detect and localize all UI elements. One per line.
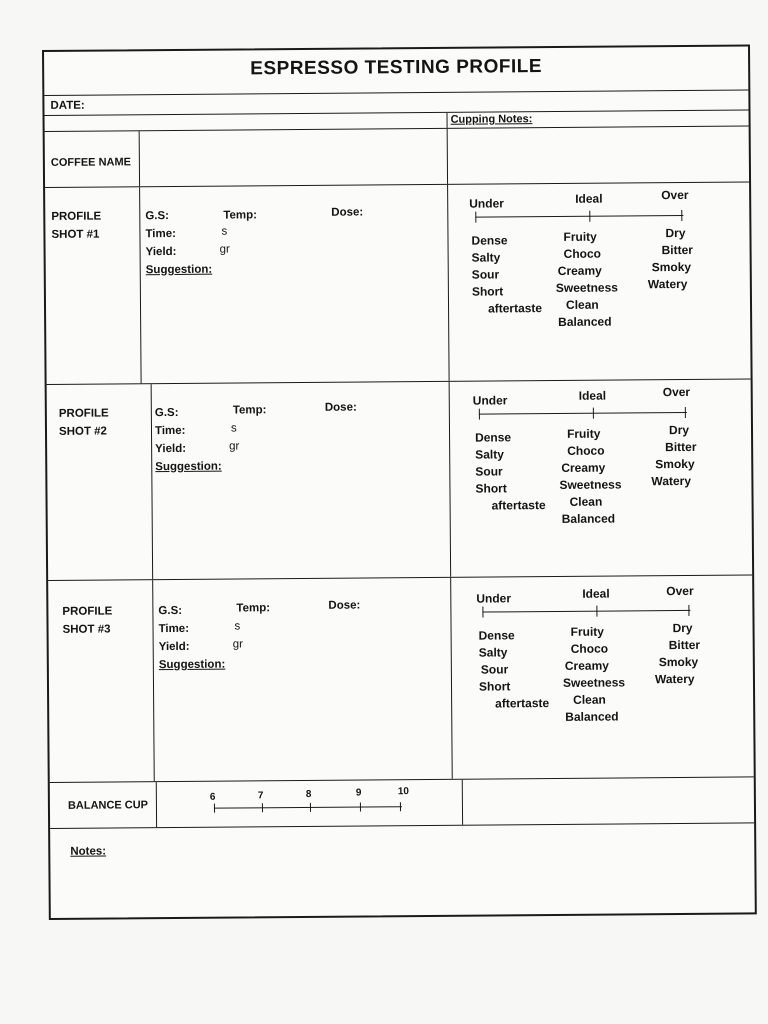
scale-ideal: Ideal (575, 191, 603, 206)
coffee-name-label: COFFEE NAME (50, 156, 131, 169)
ideal-word: Clean (569, 494, 603, 509)
espresso-testing-form (42, 44, 757, 920)
over-word: Bitter (661, 242, 693, 258)
suggestion-field[interactable]: Suggestion: (145, 263, 213, 277)
time-field[interactable]: Time: (145, 227, 176, 241)
over-word: Watery (654, 671, 695, 687)
coffee-name-row[interactable] (45, 126, 749, 188)
scale-under: Under (476, 591, 512, 606)
over-word: Bitter (668, 637, 701, 653)
ideal-word: Fruity (570, 624, 604, 639)
shot-label-line1: PROFILE (58, 407, 109, 420)
gs-field[interactable]: G.S: (145, 210, 169, 223)
under-word: aftertaste (487, 301, 543, 316)
under-word: Salty (471, 250, 501, 265)
notes-label: Notes: (70, 845, 107, 858)
ideal-word: Choco (567, 443, 605, 458)
taste-scale (447, 182, 751, 380)
yield-unit: gr (219, 243, 230, 256)
taste-scale (450, 575, 754, 778)
shot-row-1 (45, 182, 751, 385)
scale-tick (475, 212, 476, 223)
balance-value: 9 (355, 787, 362, 799)
yield-unit: gr (232, 638, 243, 651)
divider (152, 580, 155, 781)
ideal-word: Sweetness (562, 675, 626, 690)
scale-bar (475, 215, 683, 218)
under-word: Short (475, 481, 507, 496)
ideal-word: Creamy (564, 658, 609, 673)
scale-tick (479, 409, 480, 420)
scale-bar (479, 412, 687, 415)
gs-field[interactable]: G.S: (154, 406, 179, 420)
divider (156, 782, 157, 827)
yield-field[interactable]: Yield: (155, 442, 187, 456)
ideal-word: Clean (565, 297, 599, 312)
scale-tick (685, 407, 686, 418)
shot-row-2 (47, 379, 753, 581)
over-word: Watery (651, 473, 692, 489)
under-word: Dense (475, 430, 512, 445)
over-word: Smoky (651, 259, 692, 275)
ideal-word: Clean (573, 692, 606, 707)
balance-tick (360, 803, 361, 812)
suggestion-field[interactable]: Suggestion: (158, 658, 226, 672)
time-field[interactable]: Time: (158, 622, 190, 636)
ideal-word: Choco (563, 246, 602, 261)
divider (447, 113, 448, 128)
ideal-word: Balanced (565, 709, 619, 724)
time-unit: s (230, 422, 237, 435)
under-word: aftertaste (491, 498, 546, 513)
scale-ideal: Ideal (578, 388, 607, 403)
balance-scale[interactable] (210, 786, 410, 818)
balance-cup-label: BALANCE CUP (67, 799, 149, 812)
ideal-word: Fruity (563, 229, 597, 244)
notes-row[interactable] (50, 823, 755, 920)
ideal-word: Choco (570, 641, 609, 656)
date-label: DATE: (50, 99, 85, 112)
scale-tick (688, 605, 689, 616)
ideal-word: Sweetness (559, 477, 622, 492)
balance-cup-row (50, 777, 754, 829)
balance-value: 8 (305, 788, 312, 800)
divider (151, 384, 154, 579)
scale-ideal: Ideal (582, 586, 610, 601)
form-title: ESPRESSO TESTING PROFILE (250, 56, 543, 80)
scale-tick (589, 211, 590, 222)
under-word: Dense (471, 233, 508, 248)
dose-field[interactable]: Dose: (328, 599, 361, 612)
ideal-word: Creamy (561, 460, 606, 475)
balance-tick (262, 803, 263, 812)
scale-over: Over (662, 384, 691, 400)
ideal-word: Balanced (558, 314, 612, 329)
taste-scale (449, 379, 753, 576)
shot-label-line2: SHOT #2 (58, 425, 107, 438)
yield-unit: gr (229, 440, 240, 453)
scale-tick (482, 607, 483, 618)
divider (462, 780, 463, 825)
scale-over: Over (661, 187, 689, 203)
balance-tick (310, 803, 311, 812)
yield-field[interactable]: Yield: (145, 245, 177, 259)
yield-field[interactable]: Yield: (158, 640, 190, 654)
divider (447, 129, 448, 184)
ideal-word: Creamy (557, 263, 602, 278)
under-word: Sour (480, 662, 509, 677)
under-word: Sour (475, 464, 503, 479)
balance-line (214, 806, 402, 808)
over-word: Smoky (655, 456, 695, 472)
gs-field[interactable]: G.S: (158, 604, 183, 618)
divider (139, 187, 142, 383)
under-word: Salty (478, 645, 508, 660)
balance-value: 6 (209, 791, 216, 803)
dose-field[interactable]: Dose: (324, 401, 357, 414)
over-word: Watery (647, 276, 688, 292)
balance-tick (400, 802, 401, 811)
ideal-word: Fruity (566, 426, 601, 441)
scale-tick (596, 606, 597, 617)
divider (139, 131, 140, 186)
suggestion-field[interactable]: Suggestion: (155, 460, 222, 474)
scale-under: Under (469, 196, 504, 211)
title-row (44, 46, 748, 96)
shot-label-line1: PROFILE (62, 605, 113, 618)
balance-value: 10 (397, 786, 410, 798)
scale-tick (681, 210, 682, 221)
shot-label-line2: SHOT #1 (51, 228, 100, 241)
time-unit: s (221, 225, 228, 238)
shot-label-line2: SHOT #3 (62, 623, 111, 636)
over-word: Smoky (658, 654, 699, 670)
over-word: Bitter (665, 439, 697, 455)
scale-bar (482, 610, 690, 613)
over-word: Dry (672, 620, 693, 636)
balance-tick (214, 804, 215, 813)
under-word: Salty (475, 447, 504, 462)
scale-under: Under (472, 393, 508, 408)
ideal-word: Sweetness (555, 280, 618, 295)
shot-label-line1: PROFILE (51, 210, 102, 223)
temp-field[interactable]: Temp: (223, 209, 258, 222)
under-word: Short (471, 284, 504, 299)
under-word: aftertaste (495, 696, 550, 711)
balance-value: 7 (257, 790, 264, 802)
temp-field[interactable]: Temp: (232, 404, 267, 417)
temp-field[interactable]: Temp: (236, 602, 271, 615)
dose-field[interactable]: Dose: (331, 206, 364, 219)
scale-over: Over (666, 583, 694, 599)
cupping-notes-label: Cupping Notes: (450, 113, 533, 126)
under-word: Short (478, 679, 511, 694)
shot-row-3 (48, 575, 754, 783)
over-word: Dry (668, 422, 690, 438)
time-field[interactable]: Time: (154, 424, 186, 438)
under-word: Sour (471, 267, 500, 282)
time-unit: s (234, 620, 241, 633)
scale-tick (593, 408, 594, 419)
under-word: Dense (478, 628, 515, 643)
over-word: Dry (665, 225, 686, 241)
ideal-word: Balanced (561, 511, 616, 526)
